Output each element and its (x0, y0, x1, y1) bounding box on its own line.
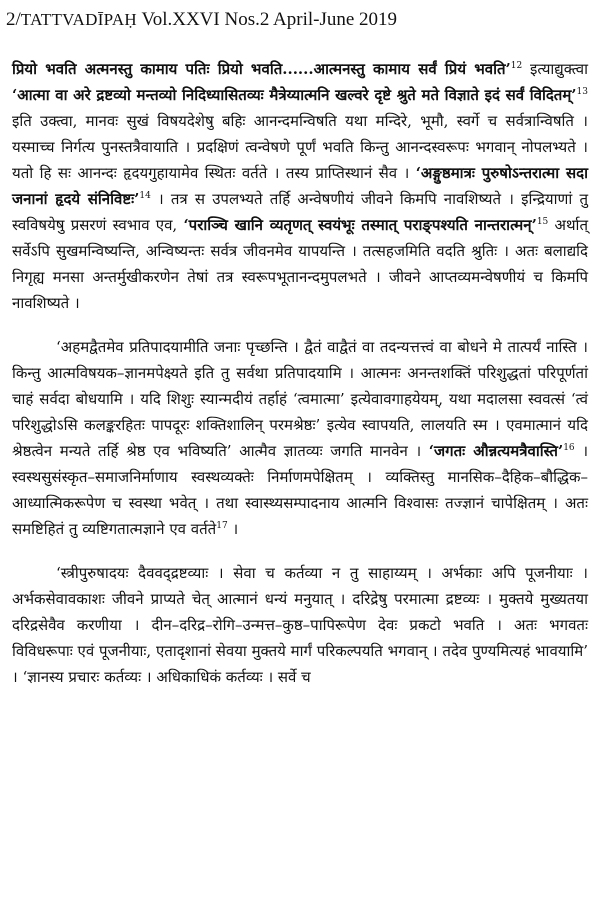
footnote-marker: 16 (563, 443, 575, 453)
text-run: इति उक्त्वा, मानवः सुखं विषयदेशेषु बहिः आनन्दमन्विषति यथा मन्दिरे, भूमौ, स्वर्गे च सर्वत्रान्विषति । यस्माच्च निर्गत्य पुनस्तत्रैवायाति । प्रदक्षिणं त्वन्वेषणे पूर्णं भवति किन्तु आनन्दस्वरूपः भगवान् नोपलभ्यते । यतो हि सः आनन्दः हृदयगुहायामेव स्थितः वर्तते । तस्य प्राप्तिस्थानं सैव । (12, 112, 588, 182)
volume-info: Vol.XXVI Nos.2 April-June 2019 (141, 9, 398, 30)
paragraph-3 (12, 560, 588, 690)
body-text (12, 56, 588, 690)
text-run: । स्वस्थसुसंस्कृत–समाजनिर्माणाय स्वस्थव्यक्तेः निर्माणमपेक्षितम् । व्यक्तिस्तु मानसिक–दैहिक–बौद्धिक–आध्यात्मिकरूपेण च स्वस्था भवेत् । तथा स्वास्थ्यसम्पादनाय आत्मनि विश्वासः तज्ज्ञानं चापेक्षितम् । अतः समष्टिहितं तु व्यष्टिगतात्मज्ञाने एव वर्तते (12, 442, 589, 538)
text-run: अर्थात् सर्वेऽपि सुखमन्विष्यन्ति, अन्विष्यन्तः सर्वत्र जीवनमेव यापयन्ति । तत्सहजमिति वदति श्रुतिः । अतः बलाद्यदि निगृह्य मनसा अन्तर्मुखीकरणेन तेषां तत्र स्वरूपभूतानन्दमुपलभते । जीवने आप्तव्यमन्वेषणीयं च किमपि नावशिष्यते । (12, 216, 588, 312)
text-run: । (227, 520, 239, 538)
text-run: ‘अहमद्वैतमेव प्रतिपादयामीति जनाः पृच्छन्ति । द्वैतं वाद्वैतं वा तदन्यत्तत्त्वं वा बोधने मे तात्पर्यं नास्ति । किन्तु आत्मविषयक–ज्ञानमपेक्ष्यते इति तु सर्वथा प्रतिपादयामि । आत्मनः अनन्तशक्तिं परिशुद्धतां परिपूर्णतां चाहं सर्वदा बोधयामि । यदि शिशुः स्यान्मदीयं तर्हाहं ‘त्वमात्मा’ इत्येवावगाहयेयम्, यथा मदालसा स्ववत्सं ‘त्वं परिशुद्धोऽसि कलङ्करहितः पापदूरः शक्तिशालिन् परमश्रेष्ठः’ इत्येव स्वापयति, लालयति स्म । एवमात्मानं यदि श्रेष्ठत्वेन मन्यते तर्हि श्रेष्ठ एव भविष्यति’ आत्मैव ज्ञातव्यः जगति मानवेन । (12, 338, 588, 460)
text-run: ‘स्त्रीपुरुषादयः दैववद्द्रष्टव्याः । सेवा च कर्तव्या न तु साहाय्यम् । अर्भकाः अपि पूजनीयाः । अर्भकसेवावकाशः जीवने प्राप्यते चेत् आत्मानं धन्यं मनुयात् । दरिद्रेषु परमात्मा द्रष्टव्यः । मुक्तये मुख्यतया दरिद्रसेवैव करणीया । दीन–दरिद्र–रोगि–उन्मत्त–कुष्ठ–पापिरूपेण देवः प्रकटो भवति । अतः भगवतः विविधरूपाः एवं पूजनीयाः, एतादृशानां सेवया मुक्तये मार्गं परिकल्पयति भगवान् । तदेव पुण्यमित्यहं भावयामि’ । ‘ज्ञानस्य प्रचारः कर्तव्यः । अधिकाधिकं कर्तव्यः । सर्वे च (12, 564, 588, 686)
quotation: प्रियो भवति अत्मनस्तु कामाय पतिः प्रियो भवति......आत्मनस्तु कामाय सर्वं प्रियं भवति’ (12, 60, 511, 78)
journal-title: TATTVADĪPAḤ (20, 10, 138, 29)
footnote-marker: 15 (536, 217, 549, 227)
page-number: 2/ (6, 9, 21, 30)
text-run: । तत्र स उपलभ्यते तर्हि अन्वेषणीयं जीवने किमपि नावशिष्यते । इन्द्रियाणां तु स्वविषयेषु प्रसरणं स्वभाव एव, (12, 190, 588, 234)
footnote-marker: 17 (216, 521, 228, 531)
quotation: ‘पराञ्चि खानि व्यतृणत् स्वयंभूः तस्मात् पराङ्पश्यति नान्तरात्मन्’ (183, 216, 537, 234)
paragraph-1 (12, 56, 588, 316)
quotation: ‘अङ्गुष्ठमात्रः पुरुषोऽन्तरात्मा सदा जनानां हृदये संनिविष्टः’ (12, 164, 588, 208)
paragraph-2 (12, 334, 588, 542)
text-run: इत्याद्युक्त्वा (522, 60, 588, 78)
quotation: ‘जगतः औन्नत्यमत्रैवास्ति’ (428, 442, 564, 460)
running-header (6, 8, 594, 32)
footnote-marker: 13 (576, 87, 588, 97)
quotation: ‘आत्मा वा अरे द्रष्टव्यो मन्तव्यो निदिध्यासितव्यः मैत्रेय्यात्मनि खल्वरे दृष्टे श्रुते मते विज्ञाते इदं सर्वं विदितम्’ (12, 86, 577, 104)
footnote-marker: 14 (139, 191, 151, 201)
footnote-marker: 12 (510, 61, 523, 71)
